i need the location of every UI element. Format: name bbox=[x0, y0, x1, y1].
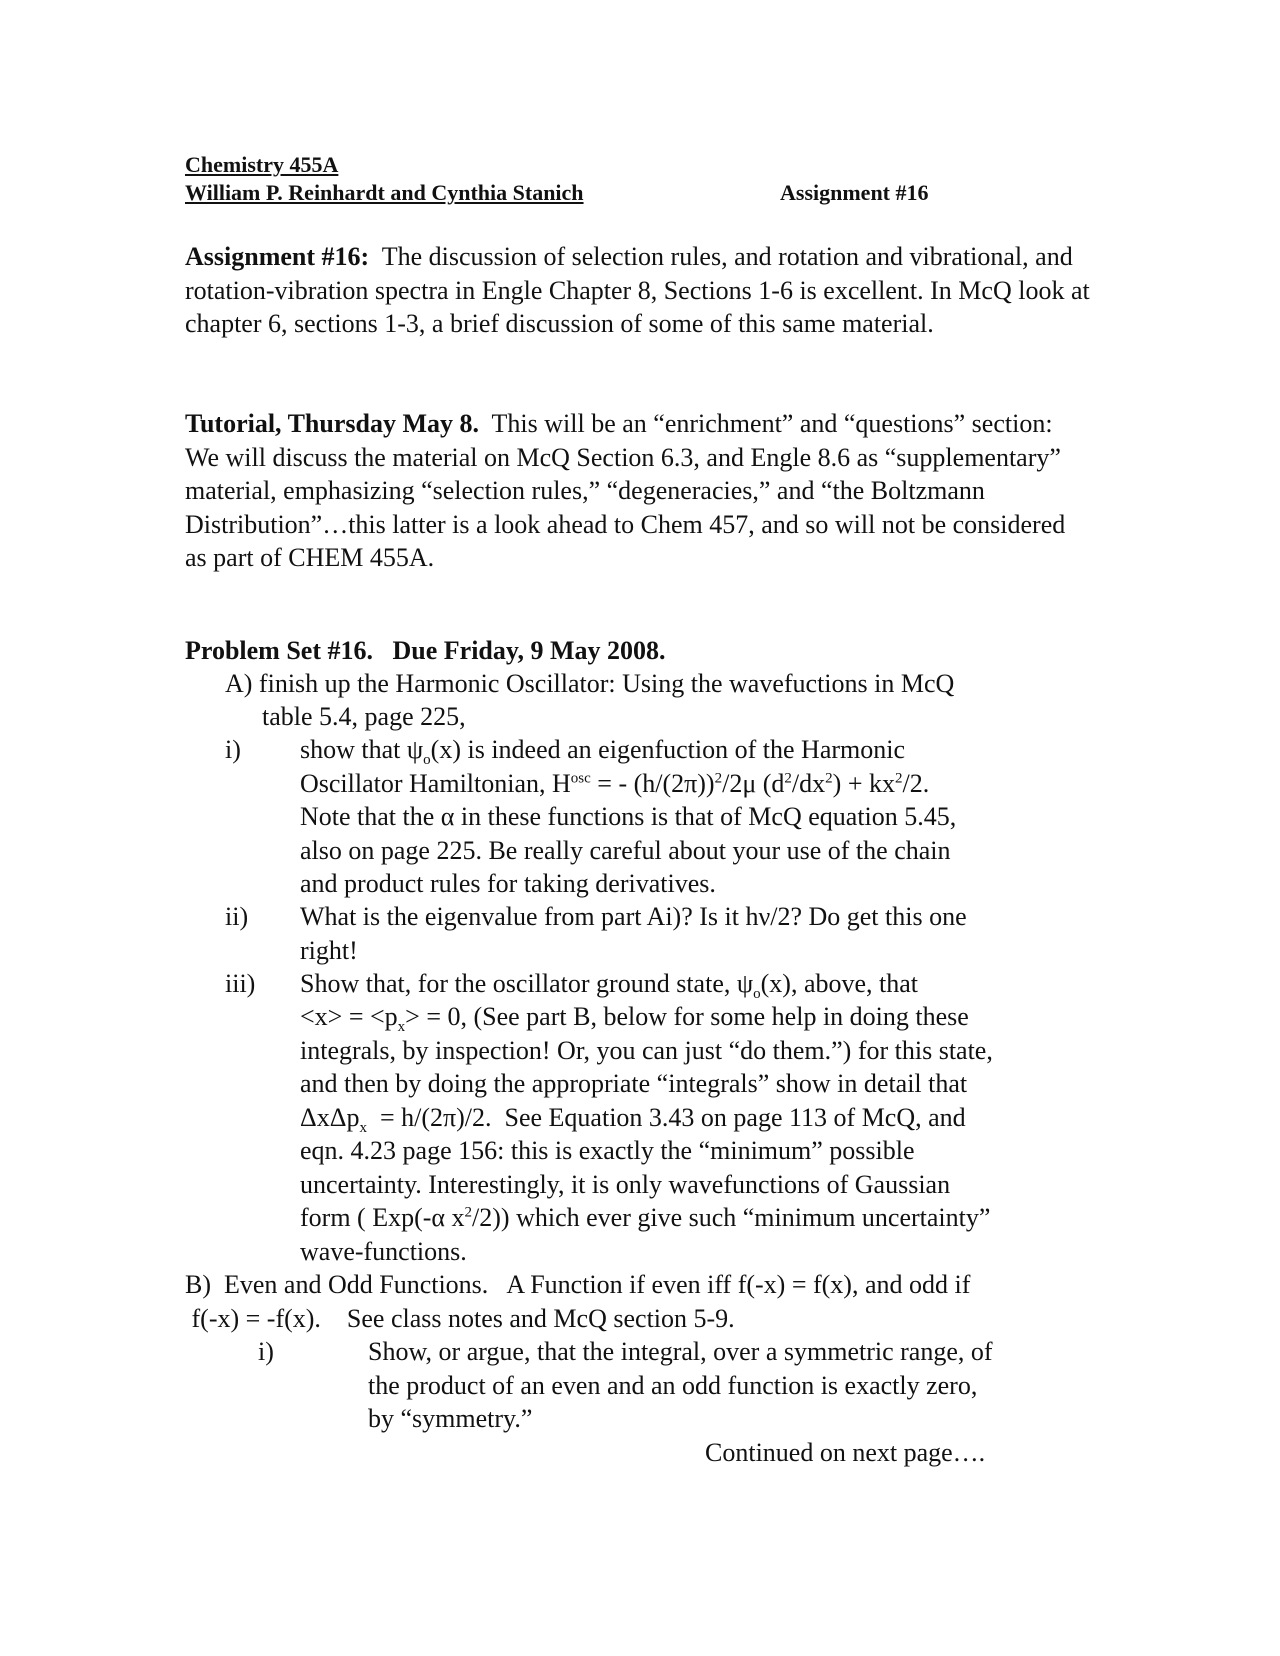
part-a-iii-line-1: Show that, for the oscillator ground state, $\psi_o(x)$, above, that bbox=[300, 969, 919, 1003]
assignment-text: The discussion of selection rules, and rotation and vibrational, and rotation-vibration spectra in Engle Chapter 8, Sections 1-6 is excellent. In McQ look at chapter 6, sections 1-3, a brief discussion of some of this same material. bbox=[185, 242, 1090, 338]
part-a-ii-line-1: What is the eigenvalue from part Ai)? Is it hν/2? Do get this one bbox=[300, 902, 967, 931]
part-a-i-line-3: Note that the α in these functions is that of McQ equation 5.45, bbox=[300, 802, 957, 831]
part-a-iii-line-6: eqn. 4.23 page 156: this is exactly the “minimum” possible bbox=[300, 1136, 915, 1165]
part-a-iii-line-7: uncertainty. Interestingly, it is only wavefunctions of Gaussian bbox=[300, 1170, 951, 1199]
part-a-iii-line-2: $<x> = <p_x> = 0$, (See part B, below for some help in doing these bbox=[300, 1002, 969, 1036]
course-title: Chemistry 455A bbox=[185, 152, 339, 177]
part-a-i-line-2: Oscillator Hamiltonian, $H^{osc}$ = - $(h/(2\pi))^2/2\mu$ $(d^2/dx^2) + kx^2/2$. bbox=[300, 769, 930, 798]
part-a-iii-line-4: and then by doing the appropriate “integrals” show in detail that bbox=[300, 1069, 968, 1098]
tutorial-text: This will be an “enrichment” and “questions” section: We will discuss the material on McQ Section 6.3, and Engle 8.6 as “supplementary” material, emphasizing “selection rules,” “degeneracies,” and “the Boltzmann Distribution”…this latter is a look ahead to Chem 457, and so will not be considered as part of CHEM 455A. bbox=[185, 409, 1066, 572]
problem-set-title: Problem Set #16. Due Friday, 9 May 2008. bbox=[185, 636, 666, 665]
part-b-i-line-1: Show, or argue, that the integral, over a symmetric range, of bbox=[368, 1337, 993, 1366]
part-b-line-1: B) Even and Odd Functions. A Function if even iff f(-x) = f(x), and odd if bbox=[185, 1270, 971, 1299]
assignment-paragraph bbox=[185, 240, 1090, 341]
assignment-tag: Assignment #16 bbox=[780, 180, 929, 205]
part-b-i-line-2: the product of an even and an odd function is exactly zero, bbox=[368, 1371, 978, 1400]
part-a-i-line-4: also on page 225. Be really careful about your use of the chain bbox=[300, 836, 951, 865]
part-b-i-line-3: by “symmetry.” bbox=[368, 1404, 533, 1433]
part-a-iii-label: iii) bbox=[225, 969, 256, 998]
tutorial-paragraph bbox=[185, 407, 1090, 575]
part-a-i-line-5: and product rules for taking derivatives. bbox=[300, 869, 716, 898]
instructor-names: William P. Reinhardt and Cynthia Stanich bbox=[185, 180, 584, 205]
part-a-iii-line-9: wave-functions. bbox=[300, 1237, 467, 1266]
part-a-i-label: i) bbox=[225, 735, 241, 764]
part-a-iii-line-5: ΔxΔp$_x$ = h/(2π)/2. See Equation 3.43 on page 113 of McQ, and bbox=[300, 1103, 966, 1137]
part-a-ii-label: ii) bbox=[225, 902, 249, 931]
part-b-line-2: f(-x) = -f(x). See class notes and McQ section 5-9. bbox=[185, 1304, 735, 1333]
tutorial-label: Tutorial, Thursday May 8. bbox=[185, 409, 480, 438]
part-a-line-1: A) finish up the Harmonic Oscillator: Using the wavefuctions in McQ bbox=[225, 669, 955, 698]
part-b-i-label: i) bbox=[258, 1337, 274, 1366]
part-a-iii-line-3: integrals, by inspection! Or, you can just “do them.”) for this state, bbox=[300, 1036, 993, 1065]
part-a-i-line-1: show that $\psi_o(x)$ is indeed an eigenfuction of the Harmonic bbox=[300, 735, 906, 769]
part-a-line-2: table 5.4, page 225, bbox=[262, 702, 466, 731]
part-a-ii-line-2: right! bbox=[300, 936, 358, 965]
part-a-iii-line-8: form ( Exp(-α $x^2/2$)) which ever give such “minimum uncertainty” bbox=[300, 1203, 991, 1232]
continued-note: Continued on next page…. bbox=[705, 1438, 986, 1467]
assignment-label: Assignment #16: bbox=[185, 242, 370, 271]
